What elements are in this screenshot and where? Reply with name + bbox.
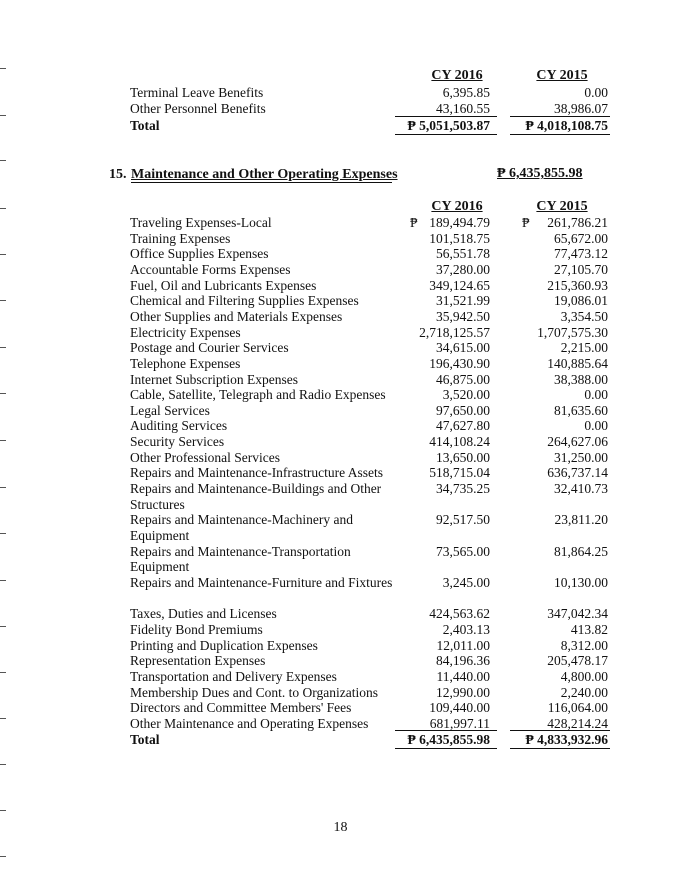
edge-mark — [0, 115, 6, 116]
row-cy2015: 636,737.14 — [547, 465, 608, 481]
page-number: 18 — [333, 820, 348, 835]
edge-mark — [0, 718, 6, 719]
row-label: Repairs and Maintenance-Infrastructure Assets — [130, 465, 384, 481]
row-label: Postage and Courier Services — [130, 340, 289, 356]
row-cy2015: 4,800.00 — [560, 668, 608, 684]
row-cy2015: 116,064.00 — [547, 700, 608, 716]
row-cy2015: 32,410.73 — [554, 481, 608, 497]
row-label: Repairs and Maintenance-Machinery and Equipment — [130, 512, 354, 543]
mooe-row — [130, 340, 620, 356]
edge-mark — [0, 764, 6, 765]
row-label: Traveling Expenses-Local — [130, 215, 272, 230]
row-cy2015: 2,215.00 — [560, 340, 608, 356]
row-label: Printing and Duplication Expenses — [130, 637, 318, 653]
row-cy2016: 73,565.00 — [436, 543, 490, 559]
row-cy2015: 77,473.12 — [554, 246, 608, 262]
mooe-row — [130, 278, 620, 294]
row-cy2016: 424,563.62 — [429, 606, 490, 622]
row-cy2016: 2,403.13 — [442, 621, 490, 637]
row-cy2016: 43,160.55 — [436, 101, 490, 116]
row-cy2015: 0.00 — [584, 387, 608, 403]
row-label: Fidelity Bond Premiums — [130, 621, 263, 637]
top-total-underline-2016 — [395, 134, 497, 135]
row-cy2016: 189,494.79 — [429, 215, 490, 230]
peso-sign-2015: ₱ — [522, 215, 530, 230]
row-cy2016: 196,430.90 — [429, 355, 490, 371]
edge-mark — [0, 580, 6, 581]
row-cy2015: 10,130.00 — [554, 574, 608, 590]
row-label: Representation Expenses — [130, 653, 266, 669]
row-label: Repairs and Maintenance-Transportation Equipment — [130, 543, 351, 575]
row-label: Terminal Leave Benefits — [130, 85, 264, 100]
row-cy2016: 92,517.50 — [436, 512, 490, 528]
row-cy2015: 215,360.93 — [547, 277, 608, 293]
mooe-header-cy2015: CY 2015 — [536, 199, 588, 214]
edge-mark — [0, 856, 6, 857]
mooe-row — [130, 700, 620, 716]
row-cy2016: 518,715.04 — [429, 465, 490, 481]
row-cy2016: 681,997.11 — [429, 715, 490, 731]
row-cy2015: 140,885.64 — [547, 355, 608, 371]
edge-mark — [0, 347, 6, 348]
row-label: Accountable Forms Expenses — [130, 261, 291, 277]
row-label: Other Personnel Benefits — [130, 101, 266, 116]
section-title: Maintenance and Other Operating Expenses — [131, 167, 398, 182]
mooe-row — [130, 716, 620, 732]
row-cy2016: 47,627.80 — [436, 418, 490, 434]
edge-mark — [0, 300, 6, 301]
top-total-row — [130, 118, 620, 134]
mooe-row — [130, 544, 620, 575]
mooe-row — [130, 372, 620, 388]
mooe-header-cy2016: CY 2016 — [431, 199, 483, 214]
row-label: Repairs and Maintenance-Buildings and Other Structures — [130, 481, 382, 512]
row-cy2015: 2,240.00 — [560, 684, 608, 700]
row-cy2015: 81,635.60 — [554, 402, 608, 418]
edge-mark — [0, 254, 6, 255]
edge-mark — [0, 810, 6, 811]
mooe-row — [130, 606, 620, 622]
row-cy2016: 2,718,125.57 — [419, 324, 490, 340]
mooe-row — [130, 418, 620, 434]
edge-mark — [0, 440, 6, 441]
mooe-row — [130, 575, 620, 606]
edge-mark — [0, 208, 6, 209]
mooe-subtotal-line-2016 — [395, 730, 497, 731]
top-header-cy2015: CY 2015 — [536, 68, 588, 83]
total-cy2015: ₱ 4,018,108.75 — [525, 118, 608, 133]
row-label: Security Services — [130, 434, 225, 450]
row-cy2016: 31,521.99 — [436, 293, 490, 309]
top-row — [130, 85, 620, 101]
edge-mark — [0, 626, 6, 627]
row-label: Taxes, Duties and Licenses — [130, 606, 277, 622]
mooe-row — [130, 512, 620, 543]
row-cy2016: 12,011.00 — [436, 637, 490, 653]
row-cy2015: 428,214.24 — [547, 715, 608, 731]
row-cy2015: 19,086.01 — [554, 293, 608, 309]
mooe-row — [130, 262, 620, 278]
mooe-row — [130, 309, 620, 325]
row-cy2015: 38,986.07 — [554, 101, 608, 116]
row-cy2016: 109,440.00 — [429, 700, 490, 716]
section-title-underline — [131, 182, 392, 183]
row-cy2016: 37,280.00 — [436, 261, 490, 277]
total-cy2016: ₱ 5,051,503.87 — [407, 118, 490, 133]
mooe-row — [130, 403, 620, 419]
total-label: Total — [130, 118, 160, 133]
row-cy2016: 34,615.00 — [436, 340, 490, 356]
row-label: Legal Services — [130, 402, 210, 418]
row-cy2015: 0.00 — [584, 85, 608, 100]
top-row — [130, 101, 620, 117]
mooe-row — [130, 638, 620, 654]
top-header-cy2016: CY 2016 — [431, 68, 483, 83]
row-cy2015: 0.00 — [584, 418, 608, 434]
row-label: Fuel, Oil and Lubricants Expenses — [130, 277, 317, 293]
row-label: Internet Subscription Expenses — [130, 371, 298, 387]
mooe-total-underline-2016 — [395, 748, 497, 749]
row-label: Directors and Committee Members' Fees — [130, 700, 352, 716]
row-label: Other Supplies and Materials Expenses — [130, 308, 343, 324]
mooe-total-underline-2015 — [510, 748, 610, 749]
mooe-row — [130, 215, 620, 231]
edge-mark — [0, 393, 6, 394]
mooe-row — [130, 246, 620, 262]
row-label: Membership Dues and Cont. to Organizations — [130, 684, 378, 700]
section-number: 15. — [109, 167, 127, 182]
edge-mark — [0, 68, 6, 69]
row-cy2016: 3,245.00 — [442, 574, 490, 590]
row-label: Telephone Expenses — [130, 355, 241, 371]
mooe-row — [130, 434, 620, 450]
row-cy2015: 27,105.70 — [554, 261, 608, 277]
edge-mark — [0, 672, 6, 673]
edge-mark — [0, 533, 6, 534]
row-cy2016: 349,124.65 — [429, 277, 490, 293]
mooe-row — [130, 387, 620, 403]
row-label: Cable, Satellite, Telegraph and Radio Expenses — [130, 387, 386, 403]
mooe-row — [130, 356, 620, 372]
top-total-underline-2015 — [510, 134, 610, 135]
row-cy2016: 56,551.78 — [436, 246, 490, 262]
row-label: Training Expenses — [130, 230, 231, 246]
mooe-subtotal-line-2015 — [510, 730, 610, 731]
row-label: Other Professional Services — [130, 449, 280, 465]
row-cy2015: 38,388.00 — [554, 371, 608, 387]
row-cy2015: 261,786.21 — [547, 215, 608, 230]
row-cy2015: 65,672.00 — [554, 230, 608, 246]
edge-mark — [0, 487, 6, 488]
total-label: Total — [130, 732, 160, 748]
row-cy2015: 347,042.34 — [547, 606, 608, 622]
row-cy2016: 35,942.50 — [436, 308, 490, 324]
total-cy2016: ₱ 6,435,855.98 — [407, 732, 490, 748]
row-cy2015: 31,250.00 — [554, 449, 608, 465]
mooe-row — [130, 465, 620, 481]
row-cy2016: 12,990.00 — [436, 684, 490, 700]
row-cy2016: 84,196.36 — [436, 653, 490, 669]
row-cy2015: 1,707,575.30 — [537, 324, 608, 340]
row-cy2015: 413.82 — [570, 621, 608, 637]
mooe-row — [130, 622, 620, 638]
mooe-row — [130, 669, 620, 685]
row-cy2016: 13,650.00 — [436, 449, 490, 465]
row-cy2015: 8,312.00 — [560, 637, 608, 653]
row-label: Office Supplies Expenses — [130, 246, 269, 262]
row-cy2016: 101,518.75 — [429, 230, 490, 246]
row-label: Repairs and Maintenance-Furniture and Fixtures — [130, 574, 393, 590]
mooe-total-row — [130, 732, 620, 748]
peso-sign-2016: ₱ — [410, 215, 418, 230]
mooe-row — [130, 231, 620, 247]
row-cy2015: 264,627.06 — [547, 434, 608, 450]
mooe-row — [130, 481, 620, 512]
row-cy2015: 3,354.50 — [560, 308, 608, 324]
row-label: Auditing Services — [130, 418, 228, 434]
row-cy2016: 46,875.00 — [436, 371, 490, 387]
mooe-row — [130, 685, 620, 701]
top-subtotal-line-2015 — [510, 116, 610, 117]
total-cy2015: ₱ 4,833,932.96 — [525, 732, 608, 748]
mooe-row — [130, 325, 620, 341]
row-label: Electricity Expenses — [130, 324, 241, 340]
row-cy2016: 3,520.00 — [442, 387, 490, 403]
row-cy2016: 6,395.85 — [442, 85, 490, 100]
row-cy2016: 414,108.24 — [429, 434, 490, 450]
edge-mark — [0, 160, 6, 161]
row-cy2016: 97,650.00 — [436, 402, 490, 418]
row-label: Transportation and Delivery Expenses — [130, 668, 337, 684]
row-label: Other Maintenance and Operating Expenses — [130, 715, 369, 731]
row-cy2015: 205,478.17 — [547, 653, 608, 669]
top-subtotal-line-2016 — [395, 116, 497, 117]
mooe-row — [130, 450, 620, 466]
row-cy2015: 81,864.25 — [554, 543, 608, 559]
section-amount: ₱ 6,435,855.98 — [497, 166, 583, 181]
row-cy2016: 34,735.25 — [436, 481, 490, 497]
row-label: Chemical and Filtering Supplies Expenses — [130, 293, 359, 309]
row-cy2016: 11,440.00 — [436, 668, 490, 684]
mooe-row — [130, 653, 620, 669]
row-cy2015: 23,811.20 — [554, 512, 608, 528]
mooe-row — [130, 293, 620, 309]
